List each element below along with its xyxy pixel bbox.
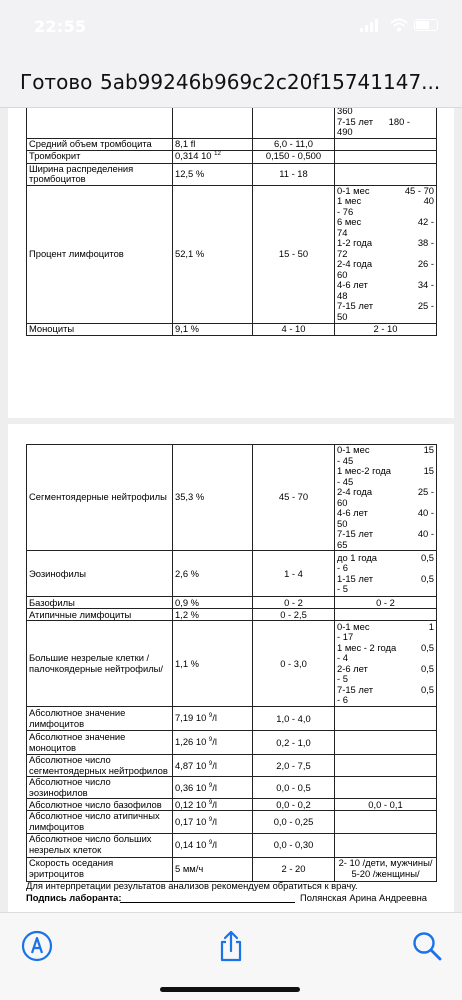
results-table-page-2: [26, 444, 437, 882]
test-norm: 0,0 - 0,1: [335, 799, 437, 811]
test-reference: 0,2 - 1,0: [253, 731, 335, 755]
norm-age: 2-4 года: [337, 258, 373, 270]
norm-line: [337, 574, 434, 585]
share-icon[interactable]: [214, 929, 248, 963]
norm-range: 40 -: [417, 528, 434, 540]
test-value: 0,14 10 $^9$/l: [173, 833, 253, 857]
battery-icon: [414, 19, 438, 31]
test-reference: 0 - 2: [253, 597, 335, 609]
test-norm: 2- 10 /дети, мужчины/ 5-20 /женщины/: [335, 857, 437, 881]
norm-age: 1-15 лет: [337, 572, 374, 584]
norm-age: - 4: [337, 652, 348, 664]
test-name: Средний объем тромбоцита: [27, 139, 173, 151]
norm-age: 0-1 мес: [337, 620, 370, 632]
test-value: 12,5 %: [173, 163, 253, 185]
norm-age: 1 мес - 2 года: [337, 641, 397, 653]
norm-line: [337, 238, 434, 249]
norm-range: 0,5: [420, 572, 434, 584]
test-reference: 11 - 18: [253, 163, 335, 185]
test-value: 9,1 %: [173, 323, 253, 335]
test-name: Атипичные лимфоциты: [27, 609, 173, 621]
norm-range: 42 -: [417, 216, 434, 228]
norm-range: 15: [423, 444, 434, 455]
norm-range: 38 -: [417, 237, 434, 249]
test-value: 2,6 %: [173, 551, 253, 597]
norm-age: 1 мес-2 года: [337, 465, 392, 477]
status-icons: [360, 18, 440, 32]
test-norm: 2 - 10: [335, 323, 437, 335]
test-reference: 4 - 10: [253, 323, 335, 335]
norm-line: [337, 280, 434, 291]
norm-line: [337, 529, 434, 540]
norm-range: 25 -: [417, 486, 434, 498]
norm-age: - 45: [337, 475, 354, 487]
test-name: Базофилы: [27, 597, 173, 609]
norm-range: 0,5: [420, 662, 434, 674]
test-name: Абсолютное значение моноцитов: [27, 731, 173, 755]
norm-age: - 5: [337, 673, 348, 685]
test-reference: 0 - 2,5: [253, 609, 335, 621]
norm-line: [337, 301, 434, 312]
norm-line: [337, 643, 434, 654]
norm-line: [337, 664, 434, 675]
test-norm: 0 - 2: [335, 597, 437, 609]
test-name: Моноциты: [27, 323, 173, 335]
norm-age: 4-6 лет: [337, 507, 368, 519]
test-name: Скорость оседания эритроцитов: [27, 857, 173, 881]
signature-line: [120, 902, 295, 903]
test-value: 1,1 %: [173, 621, 253, 707]
norm-cell: [335, 445, 437, 551]
interpretation-note: Для интерпретации результатов анализов рекомендуем обратиться к врачу.: [26, 880, 358, 891]
norm-range: 25 -: [417, 300, 434, 312]
test-value: 0,314 10 $^{12}$: [173, 150, 253, 163]
norm-line: [337, 466, 434, 477]
norm-age: 65: [337, 538, 348, 550]
test-value: 8,1 fl: [173, 139, 253, 151]
norm-line: [337, 584, 434, 595]
signature-label: Подпись лаборанта:: [26, 892, 122, 903]
norm-range: 40: [423, 195, 434, 207]
norm-age: 6 мес: [337, 216, 362, 228]
test-value: 5 мм/ч: [173, 857, 253, 881]
norm-range: 15: [423, 465, 434, 477]
nav-bar: [0, 46, 462, 108]
norm-range: 45 - 70: [404, 184, 434, 196]
test-reference: 0,0 - 0,2: [253, 799, 335, 811]
test-value: 0,17 10 $^9$/l: [173, 811, 253, 833]
bottom-toolbar: [0, 912, 462, 1000]
search-icon[interactable]: [410, 929, 444, 963]
test-reference: 15 - 50: [253, 185, 335, 323]
norm-age: 48: [337, 289, 348, 301]
norm-cell: [335, 621, 437, 707]
test-value: 1,2 %: [173, 609, 253, 621]
norm-age: 50: [337, 310, 348, 322]
test-value: 52,1 %: [173, 185, 253, 323]
norm-age: до 1 года: [337, 551, 378, 563]
test-name: Абсолютное число эозинофилов: [27, 777, 173, 799]
norm-age: 0-1 мес: [337, 444, 370, 455]
norm-line: [337, 508, 434, 519]
test-value: 7,19 10 $^9$/l: [173, 707, 253, 731]
test-reference: 0,0 - 0,25: [253, 811, 335, 833]
signature-name: Полянская Арина Андреевна: [300, 892, 427, 903]
status-bar: [0, 0, 462, 46]
test-reference: 1,0 - 4,0: [253, 707, 335, 731]
norm-age: 7-15 лет: [337, 683, 374, 695]
norm-range: 0,5: [420, 551, 434, 563]
test-reference: 2 - 20: [253, 857, 335, 881]
norm-line: [337, 312, 434, 323]
test-reference: 0,0 - 0,30: [253, 833, 335, 857]
norm-line: [337, 695, 434, 706]
norm-age: 1 мес: [337, 195, 362, 207]
norm-age: - 5: [337, 583, 348, 595]
norm-age: 74: [337, 226, 348, 238]
norm-range: 1: [428, 620, 434, 632]
norm-cell: 360 7-15 лет 180 - 490: [335, 108, 437, 139]
test-name: Абсолютное число больших незрелых клеток: [27, 833, 173, 857]
status-time: 22:55: [34, 17, 87, 36]
document-page-1: [8, 108, 454, 418]
norm-cell: [335, 551, 437, 597]
test-name: Ширина распределения тромбоцитов: [27, 163, 173, 185]
test-name: Большие незрелые клетки /палочкоядерные нейтрофилы/: [27, 621, 173, 707]
test-reference: 0 - 3,0: [253, 621, 335, 707]
test-value: 4,87 10 $^9$/l: [173, 755, 253, 777]
done-button[interactable]: Готово: [20, 70, 93, 94]
norm-age: 4-6 лет: [337, 279, 368, 291]
norm-age: - 6: [337, 562, 348, 574]
test-name: Эозинофилы: [27, 551, 173, 597]
test-reference: 1 - 4: [253, 551, 335, 597]
test-value: 1,26 10 $^9$/l: [173, 731, 253, 755]
test-name: Тромбокрит: [27, 150, 173, 163]
norm-age: - 6: [337, 694, 348, 706]
test-value: 0,12 10 $^9$/l: [173, 799, 253, 811]
test-name: Абсолютное число сегментоядерных нейтрофилов: [27, 755, 173, 777]
norm-line: [337, 445, 434, 456]
test-name: Сегментоядерные нейтрофилы: [27, 445, 173, 551]
norm-age: 2-6 лет: [337, 662, 368, 674]
test-value: 0,9 %: [173, 597, 253, 609]
norm-age: 2-4 года: [337, 486, 373, 498]
test-name: Абсолютное число базофилов: [27, 799, 173, 811]
norm-age: 7-15 лет: [337, 528, 374, 540]
norm-age: - 17: [337, 631, 354, 643]
norm-age: 60: [337, 268, 348, 280]
norm-age: 60: [337, 496, 348, 508]
norm-range: 26 -: [417, 258, 434, 270]
test-reference: 6,0 - 11,0: [253, 139, 335, 151]
norm-cell: [335, 185, 437, 323]
norm-age: 7-15 лет: [337, 300, 374, 312]
test-reference: 0,0 - 0,5: [253, 777, 335, 799]
norm-line: [337, 259, 434, 270]
norm-age: 1-2 года: [337, 237, 373, 249]
document-title: 5ab99246b969c2c20f15741147...: [100, 70, 441, 94]
document-viewer[interactable]: [0, 108, 462, 912]
norm-age: 50: [337, 517, 348, 529]
document-page-2: [8, 424, 454, 912]
test-reference: 2,0 - 7,5: [253, 755, 335, 777]
test-reference: 45 - 70: [253, 445, 335, 551]
norm-range: 40 -: [417, 507, 434, 519]
norm-age: 72: [337, 247, 348, 259]
signal-icon: [360, 28, 363, 32]
norm-line: [337, 487, 434, 498]
norm-line: [337, 217, 434, 228]
norm-line: [337, 553, 434, 564]
test-name: Процент лимфоцитов: [27, 185, 173, 323]
norm-line: [337, 540, 434, 551]
test-name: Абсолютное значение лимфоцитов: [27, 707, 173, 731]
test-value: 0,36 10 $^9$/l: [173, 777, 253, 799]
home-indicator: [160, 987, 300, 992]
norm-age: - 45: [337, 454, 354, 466]
norm-range: 34 -: [417, 279, 434, 291]
results-table-page-1: [26, 108, 437, 336]
norm-range: 0,5: [420, 683, 434, 695]
norm-line: [337, 685, 434, 696]
test-value: 35,3 %: [173, 445, 253, 551]
test-reference: 0,150 - 0,500: [253, 150, 335, 163]
markup-pen-icon[interactable]: [20, 929, 54, 963]
wifi-icon: [390, 18, 408, 32]
norm-age: - 76: [337, 205, 354, 217]
norm-range: 0,5: [420, 641, 434, 653]
norm-age: 0-1 мес: [337, 184, 370, 196]
test-name: Абсолютное число атипичных лимфоцитов: [27, 811, 173, 833]
